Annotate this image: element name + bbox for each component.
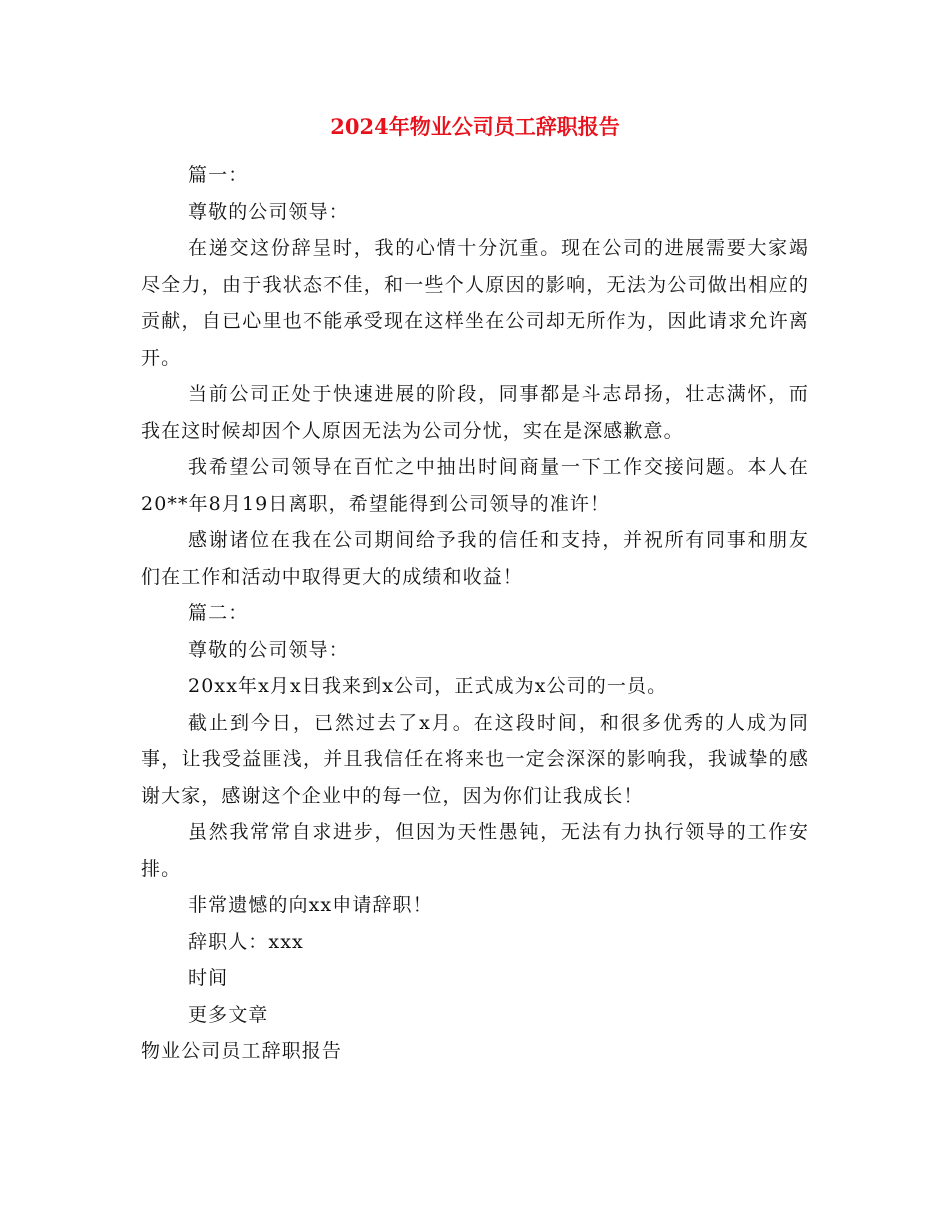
document-body [141, 157, 809, 1070]
body-paragraph: 20xx年x月x日我来到x公司，正式成为x公司的一员。 [188, 675, 668, 697]
salutation-1: 尊敬的公司领导： [188, 200, 349, 223]
section-heading-2: 篇二： [188, 602, 249, 624]
body-paragraph: 在递交这份辞呈时，我的心情十分沉重。现在公司的进展需要大家竭尽全力，由于我状态不佳，和一些个人原因的影响，无法为公司做出相应的贡献，自已心里也不能承受现在这样坐在公司却无所作为，因此请求允许离开。 [141, 237, 809, 369]
body-paragraph: 我希望公司领导在百忙之中抽出时间商量一下工作交接问题。本人在20**年8月19日离职，希望能得到公司领导的准许！ [141, 456, 809, 515]
related-article-link[interactable]: 物业公司员工辞职报告 [141, 1040, 343, 1062]
salutation-2: 尊敬的公司领导： [188, 638, 349, 661]
body-paragraph: 截止到今日，已然过去了x月。在这段时间，和很多优秀的人成为同事，让我受益匪浅，并且我信任在将来也一定会深深的影响我，我诚挚的感谢大家，感谢这个企业中的每一位，因为你们让我成长！ [141, 711, 809, 807]
document-title: 2024年物业公司员工辞职报告 [330, 114, 620, 139]
section-heading-1: 篇一： [188, 164, 249, 186]
body-paragraph: 虽然我常常自求进步，但因为天性愚钝，无法有力执行领导的工作安排。 [141, 821, 809, 880]
body-paragraph: 非常遗憾的向xx申请辞职！ [188, 894, 433, 916]
signature-line: 辞职人：xxx [188, 930, 304, 953]
body-paragraph: 感谢诸位在我在公司期间给予我的信任和支持，并祝所有同事和朋友们在工作和活动中取得更大的成绩和收益！ [141, 529, 809, 588]
more-articles-label: 更多文章 [188, 1003, 269, 1026]
date-line: 时间 [188, 967, 229, 989]
body-paragraph: 当前公司正处于快速进展的阶段，同事都是斗志昂扬，壮志满怀，而我在这时候却因个人原因无法为公司分忧，实在是深感歉意。 [141, 383, 809, 442]
